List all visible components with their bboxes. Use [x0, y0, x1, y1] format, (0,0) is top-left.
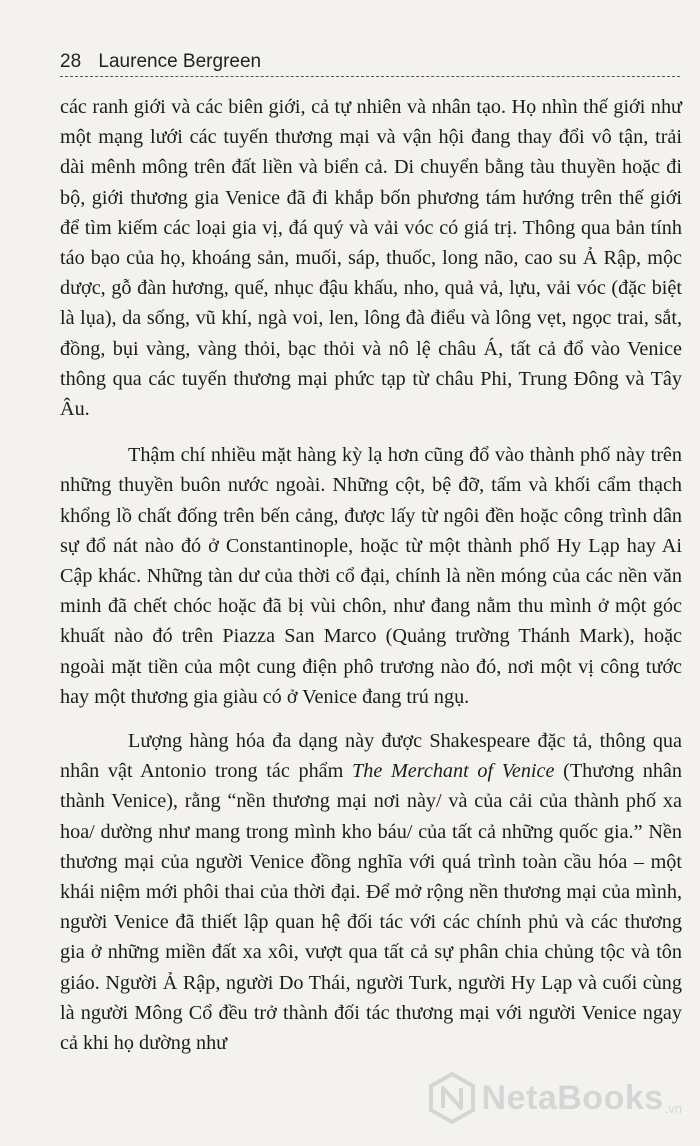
paragraph — [60, 440, 682, 712]
netabooks-logo-icon — [428, 1072, 476, 1124]
paragraph — [60, 92, 682, 424]
text-run: Lượng hàng hóa đa dạng này được Shakespeare đặc tả, thông qua nhân vật Antonio trong tác phẩm — [60, 730, 682, 783]
running-head — [60, 50, 680, 76]
text-run: Thậm chí nhiều mặt hàng kỳ lạ hơn cũng đổ vào thành phố này trên những thuyền buôn nước ngoài. Những cột, bệ đỡ, tấm và khối cẩm thạch khổng lồ chất đống trên bến cảng, được lấy từ ngôi đền hoặc công trình dân sự đổ nát nào đó ở Constantinople, hoặc từ một thành phố Hy Lạp hay Ai Cập khác. Những tàn dư của thời cổ đại, chính là nền móng của các nền văn minh đã chết chóc hoặc đã bị vùi chôn, như đang nằm thu mình ở một góc khuất nào đó trên Piazza San Marco (Quảng trường Thánh Mark), hoặc ngoài mặt tiền của một cung điện phô trương nào đó, nơi một vị công tước hay một thương gia giàu có ở Venice đang trú ngụ. — [60, 444, 682, 708]
page-number: 28 — [60, 51, 82, 72]
watermark-brand: NetaBooks — [481, 1078, 664, 1117]
running-title-author: Laurence Bergreen — [98, 51, 262, 72]
body-text — [60, 92, 682, 1072]
header-divider — [60, 76, 680, 77]
text-run: (Thương nhân thành Venice), rằng “nền thương mại nơi này/ và của cải của thành phố xa hoa/ dường như mang trong mình kho báu/ của tất cả những quốc gia.” Nền thương mại của người Venice đồng nghĩa với quá trình toàn cầu hóa – một khái niệm mới phôi thai của thời đại. Để mở rộng nền thương mại của mình, người Venice đã thiết lập quan hệ đối tác với các chính phủ và các thương gia ở những miền đất xa xôi, vượt qua tất cả sự phân chia chủng tộc và tôn giáo. Người Ả Rập, người Do Thái, người Turk, người Hy Lạp và cuối cùng là người Mông Cổ đều trở thành đối tác thương mại với người Venice ngay cả khi họ dường như — [60, 760, 682, 1055]
paragraph — [60, 726, 682, 1058]
text-run: các ranh giới và các biên giới, cả tự nhiên và nhân tạo. Họ nhìn thế giới như một mạng lưới các tuyến thương mại và vận hội đang thay đổi vô tận, trải dài mênh mông trên đất liền và biển cả. Di chuyển bằng tàu thuyền hoặc đi bộ, giới thương gia Venice đã đi khắp bốn phương tám hướng trên thế giới để tìm kiếm các loại gia vị, đá quý và vải vóc có giá trị. Thông qua bản tính táo bạo của họ, khoáng sản, muối, sáp, thuốc, long não, cao su Ả Rập, mộc dược, gỗ đàn hương, quế, nhục đậu khấu, nho, quả vả, lựu, vải vóc (đặc biệt là lụa), da sống, vũ khí, ngà voi, len, lông đà điểu và lông vẹt, ngọc trai, sắt, đồng, bụi vàng, vàng thỏi, bạc thỏi và nô lệ châu Á, tất cả đổ vào Venice thông qua các tuyến thương mại phức tạp từ châu Phi, Trung Đông và Tây Âu. — [60, 96, 682, 421]
watermark-tld: .vn — [664, 1101, 682, 1116]
watermark — [428, 1068, 682, 1128]
italic-title: The Merchant of Venice — [352, 760, 555, 783]
